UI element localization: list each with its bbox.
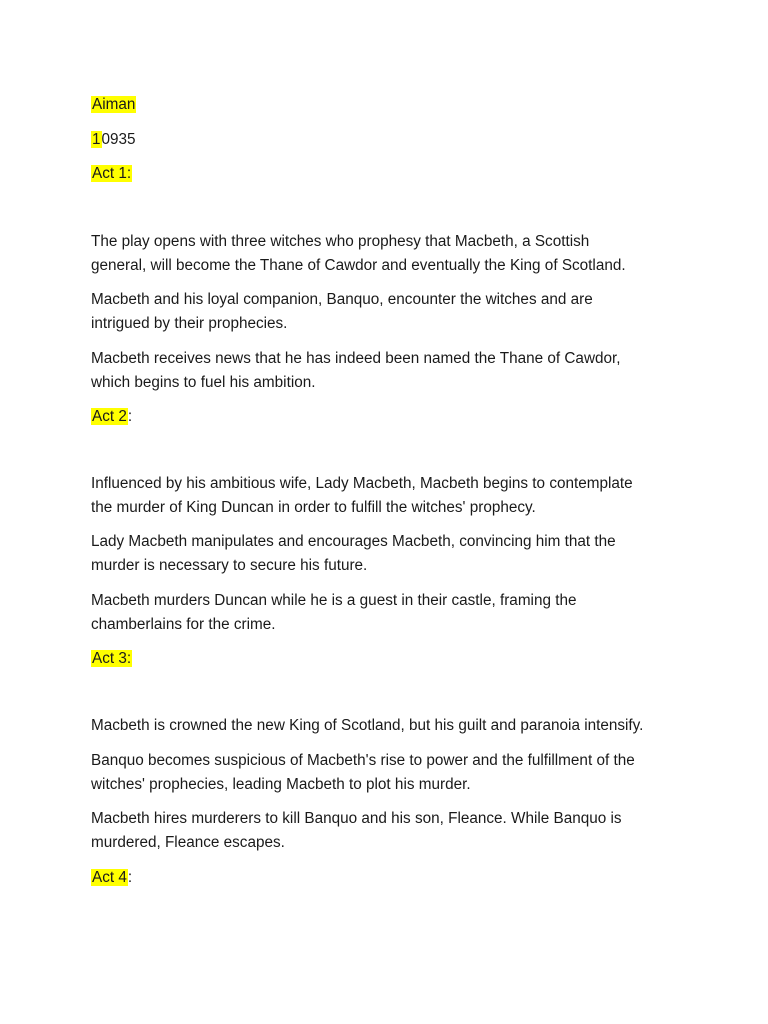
paragraph-line: murdered, Fleance escapes. bbox=[91, 834, 285, 851]
act-heading-highlight: Act 4 bbox=[92, 869, 127, 886]
paragraph-line: general, will become the Thane of Cawdor and eventually the King of Scotland. bbox=[91, 257, 626, 274]
author-name bbox=[91, 93, 136, 117]
paragraph-line: Macbeth is crowned the new King of Scotland, but his guilt and paranoia intensify. bbox=[91, 717, 644, 734]
paragraph bbox=[91, 749, 691, 797]
act-heading-highlight: Act 1: bbox=[92, 165, 132, 182]
act-heading bbox=[91, 162, 132, 186]
paragraph-line: Lady Macbeth manipulates and encourages Macbeth, convincing him that the bbox=[91, 533, 616, 550]
paragraph-line: murder is necessary to secure his future. bbox=[91, 557, 368, 574]
paragraph bbox=[91, 589, 691, 637]
paragraph-line: Macbeth receives news that he has indeed been named the Thane of Cawdor, bbox=[91, 350, 621, 367]
act-heading bbox=[91, 866, 132, 890]
act-heading bbox=[91, 405, 132, 429]
paragraph-line: intrigued by their prophecies. bbox=[91, 315, 288, 332]
paragraph-line: Macbeth murders Duncan while he is a guest in their castle, framing the bbox=[91, 592, 577, 609]
paragraph-line: which begins to fuel his ambition. bbox=[91, 374, 316, 391]
paragraph-line: chamberlains for the crime. bbox=[91, 616, 276, 633]
act-heading-rest: : bbox=[127, 408, 133, 425]
paragraph bbox=[91, 230, 691, 278]
act-heading-highlight: Act 3: bbox=[92, 650, 132, 667]
paragraph bbox=[91, 347, 691, 395]
paragraph-line: Macbeth and his loyal companion, Banquo, encounter the witches and are bbox=[91, 291, 593, 308]
paragraph bbox=[91, 288, 691, 336]
paragraph-line: Macbeth hires murderers to kill Banquo and his son, Fleance. While Banquo is bbox=[91, 810, 622, 827]
paragraph-line: the murder of King Duncan in order to fulfill the witches' prophecy. bbox=[91, 499, 536, 516]
paragraph-line: Banquo becomes suspicious of Macbeth's rise to power and the fulfillment of the bbox=[91, 752, 635, 769]
paragraph bbox=[91, 530, 691, 578]
paragraph-line: witches' prophecies, leading Macbeth to plot his murder. bbox=[91, 776, 471, 793]
student-id bbox=[91, 128, 136, 152]
author-name-highlight: Aiman bbox=[92, 96, 136, 113]
act-heading-rest: : bbox=[127, 869, 133, 886]
student-id-first-char: 1 bbox=[92, 131, 101, 148]
student-id-rest: 0935 bbox=[101, 131, 136, 148]
paragraph-line: The play opens with three witches who prophesy that Macbeth, a Scottish bbox=[91, 233, 590, 250]
act-heading-highlight: Act 2 bbox=[92, 408, 127, 425]
paragraph bbox=[91, 714, 691, 738]
act-heading bbox=[91, 647, 132, 671]
paragraph-line: Influenced by his ambitious wife, Lady Macbeth, Macbeth begins to contemplate bbox=[91, 475, 633, 492]
paragraph bbox=[91, 807, 691, 855]
paragraph bbox=[91, 472, 691, 520]
